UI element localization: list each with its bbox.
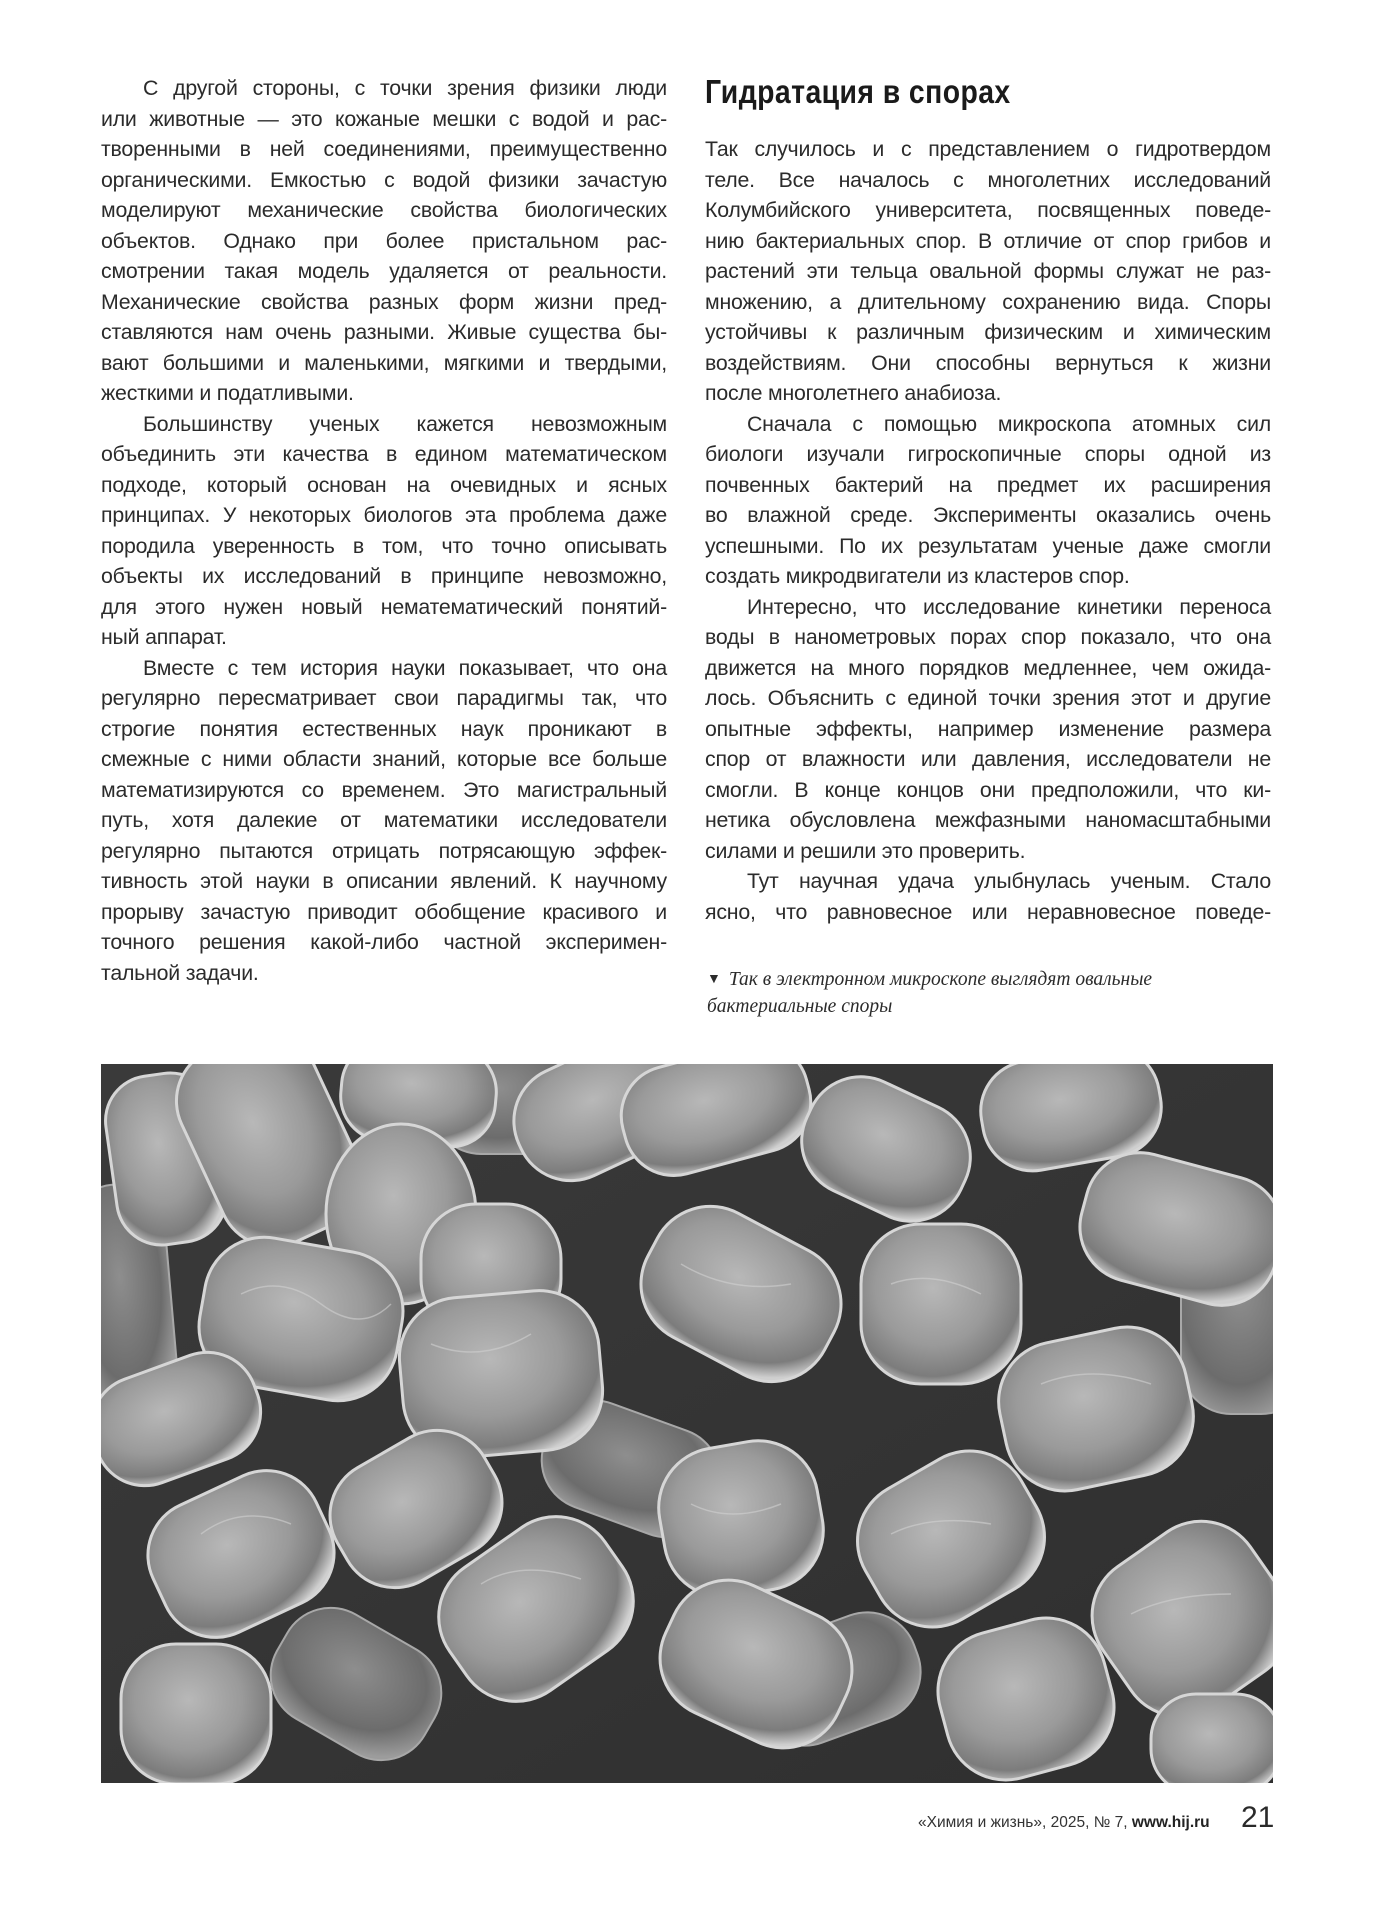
page-number: 21: [1241, 1801, 1275, 1834]
text-line: моделируют механические свойства биологических: [101, 198, 667, 222]
text-line: строгие понятия естественных наук проникают в: [101, 716, 667, 741]
text-line: ясно, что равновесное или неравновесное поведе-: [705, 899, 1271, 924]
text-line: тальной задачи.: [101, 960, 259, 985]
text-line: силами и решили это проверить.: [705, 838, 1026, 863]
text-line: жесткими и податливыми.: [101, 381, 354, 405]
text-line: теле. Все началось с многолетних исследований: [705, 167, 1271, 192]
text-line: биологи изучали гигроскопичные споры одной из: [705, 442, 1271, 466]
text-line: принципах. У некоторых биологов эта проблема даже: [101, 503, 667, 527]
text-line: лось. Объяснить с единой точки зрения этот и другие: [705, 686, 1271, 710]
caption-line: Так в электронном микроскопе выглядят овальные: [728, 969, 1153, 990]
spores-micrograph: [101, 1064, 1273, 1783]
text-line: устойчивы к различным физическим и химическим: [705, 320, 1271, 344]
text-line: Интересно, что исследование кинетики переноса: [747, 594, 1271, 619]
text-line: творенными в ней соединениями, преимущественно: [101, 137, 667, 161]
text-line: во влажной среде. Эксперименты оказались очень: [705, 503, 1271, 527]
text-line: нетика обусловлена межфазными наномасштабными: [705, 808, 1271, 832]
page-footer: [918, 1814, 1210, 1832]
text-line: спор от влажности или давления, исследователи не: [705, 747, 1271, 771]
text-line: путь, хотя далекие от математики исследователи: [101, 808, 667, 832]
text-line: множению, а длительному сохранению вида. Споры: [705, 289, 1271, 314]
text-line: опытные эффекты, например изменение размера: [705, 716, 1271, 741]
text-line: Вместе с тем история науки показывает, что она: [143, 655, 667, 680]
text-line: объекты их исследований в принципе невозможно,: [101, 564, 667, 588]
text-line: почвенных бактерий на предмет их расширения: [705, 472, 1271, 497]
text-line: или животные — это кожаные мешки с водой и рас-: [101, 106, 667, 131]
text-line: для этого нужен новый нематематический понятий-: [101, 594, 667, 619]
text-line: Так случилось и с представлением о гидротвердом: [705, 137, 1271, 161]
text-line: Механические свойства разных форм жизни пред-: [101, 289, 667, 314]
text-line: Сначала с помощью микроскопа атомных сил: [747, 411, 1271, 436]
journal-citation: «Химия и жизнь», 2025, № 7,: [918, 1814, 1132, 1831]
text-line: смотрении такая модель удаляется от реальности.: [101, 259, 667, 283]
text-line: после многолетнего анабиоза.: [705, 381, 1002, 405]
section-heading: Гидратация в спорах: [705, 73, 1011, 110]
text-line: воды в нанометровых порах спор показало, что она: [705, 625, 1271, 649]
text-line: вают большими и маленькими, мягкими и твердыми,: [101, 350, 667, 375]
left-column: [101, 73, 667, 988]
text-line: объектов. Однако при более пристальном рас-: [101, 228, 667, 253]
text-line: Колумбийского университета, посвященных поведе-: [705, 198, 1271, 222]
text-line: регулярно пытаются отрицать потрясающую эффек-: [101, 838, 667, 863]
text-line: воздействиям. Они способны вернуться к жизни: [705, 350, 1271, 375]
text-line: математизируются со временем. Это магистральный: [101, 777, 667, 802]
text-line: тивность этой науки в описании явлений. К научному: [101, 869, 667, 893]
caption-line: бактериальные споры: [707, 995, 893, 1017]
text-line: Большинству ученых кажется невозможным: [143, 411, 667, 436]
figure-caption: [707, 968, 1267, 1019]
triangle-down-icon: ▼: [707, 972, 721, 987]
text-line: С другой стороны, с точки зрения физики люди: [143, 76, 667, 100]
text-line: нию бактериальных спор. В отличие от спор грибов и: [705, 228, 1271, 253]
text-line: создать микродвигатели из кластеров спор.: [705, 564, 1130, 588]
text-line: смежные с ними области знаний, которые все больше: [101, 747, 667, 771]
spores-micrograph-graphic: [101, 1064, 1273, 1783]
text-line: породила уверенность в том, что точно описывать: [101, 533, 667, 558]
text-line: растений эти тельца овальной формы служат не раз-: [705, 259, 1271, 283]
text-line: успешными. По их результатам ученые даже смогли: [705, 533, 1271, 558]
text-line: регулярно пересматривает свои парадигмы так, что: [101, 686, 667, 710]
text-line: точного решения какой-либо частной эксперимен-: [101, 930, 667, 954]
text-line: объединить эти качества в едином математическом: [101, 442, 667, 466]
website-link[interactable]: www.hij.ru: [1131, 1814, 1210, 1831]
right-column: [705, 134, 1271, 927]
text-line: Тут научная удача улыбнулась ученым. Стало: [747, 869, 1271, 893]
text-line: ставляются нам очень разными. Живые существа бы-: [101, 320, 667, 344]
text-line: ный аппарат.: [101, 625, 227, 649]
text-line: смогли. В конце концов они предположили, что ки-: [705, 777, 1271, 802]
text-line: прорыву зачастую приводит обобщение красивого и: [101, 899, 667, 924]
text-line: движется на много порядков медленнее, чем ожида-: [705, 655, 1271, 680]
text-line: подходе, который основан на очевидных и ясных: [101, 472, 667, 497]
text-line: органическими. Емкостью с водой физики зачастую: [101, 167, 667, 192]
